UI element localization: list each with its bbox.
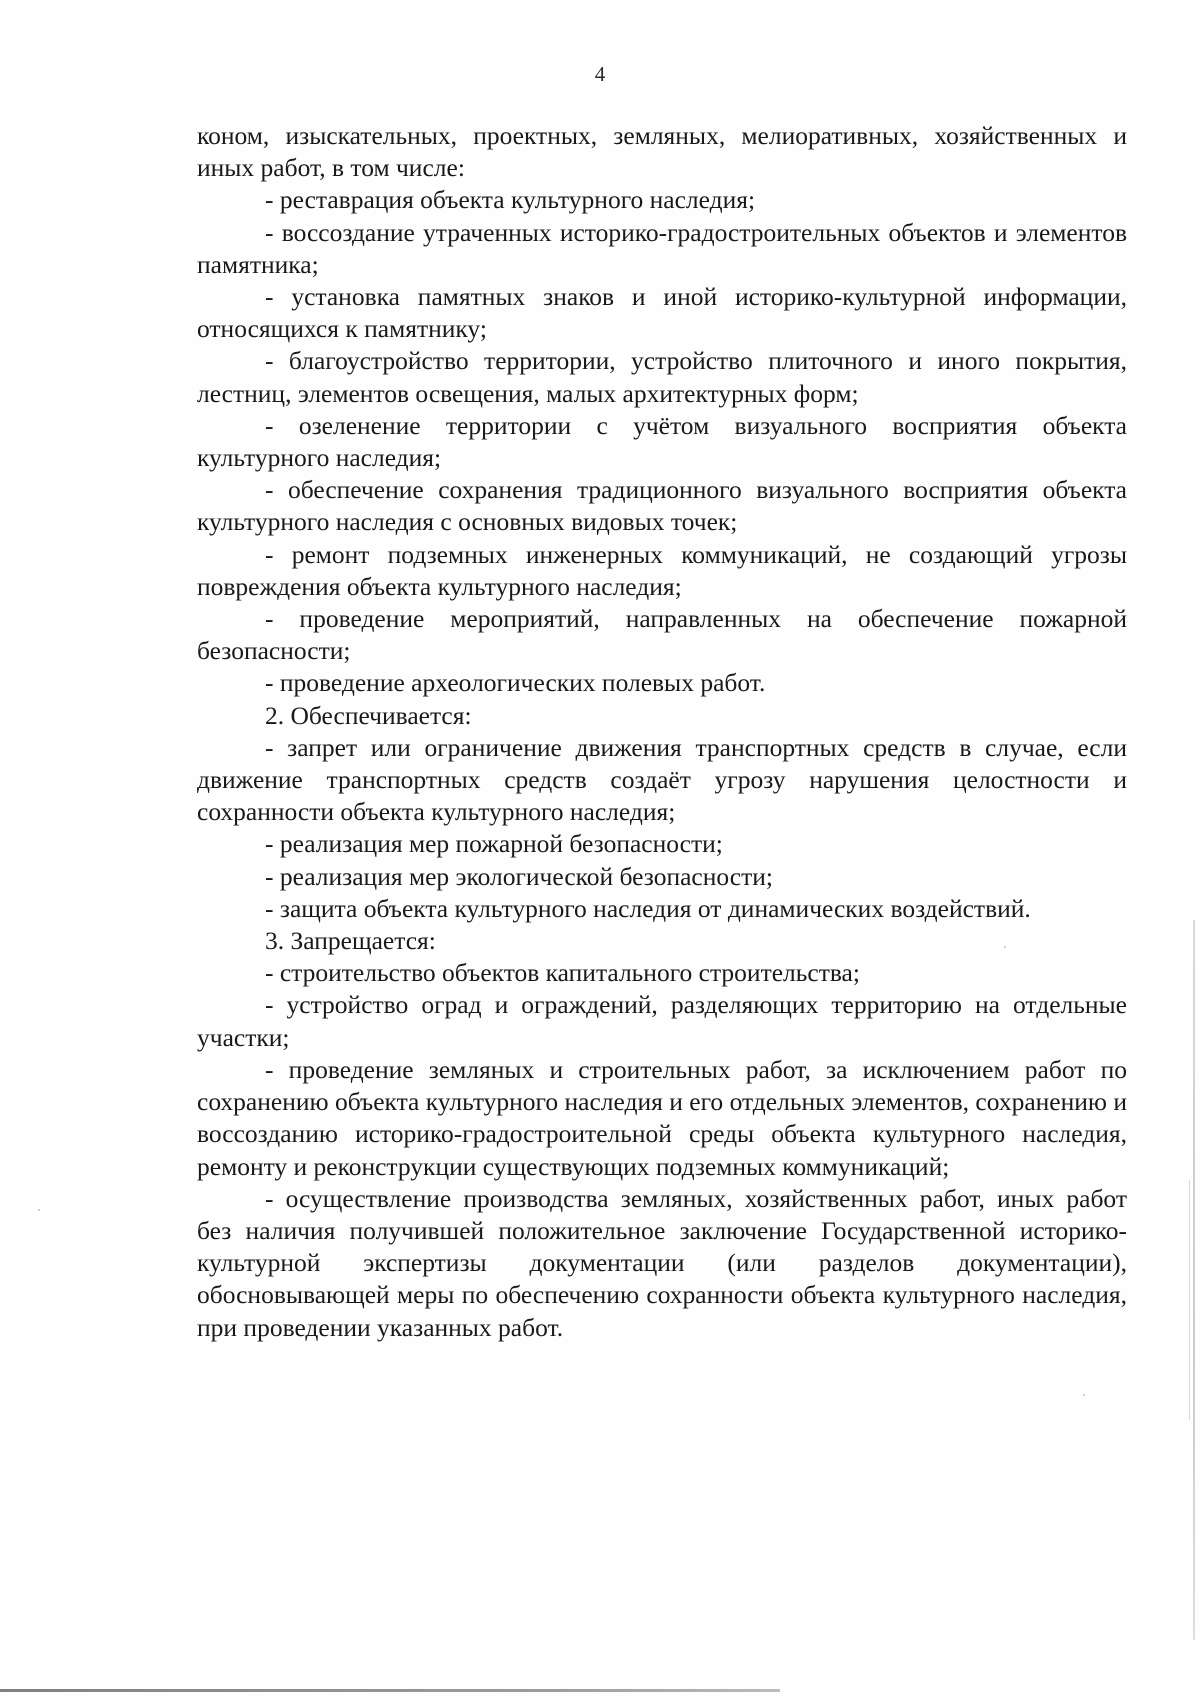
scan-artifact-edge [1193, 920, 1195, 1640]
list-item: - строительство объектов капитального строительства; [265, 958, 860, 988]
list-item: - проведение земляных и строительных работ, за исключением работ по сохранению объекта культурного наследия и его отдельных элементов, сохранению и воссозданию историко-градостроительной среды объекта культурного наследия, ремонту и реконструкции существующих подземных коммуникаций; [197, 1054, 1127, 1181]
paragraph: коном, изыскательных, проектных, земляных, мелиоративных, хозяйственных и иных работ, в том числе: [197, 121, 1127, 183]
scan-speck [1083, 1394, 1085, 1396]
list-item: - проведение археологических полевых работ. [265, 668, 766, 698]
list-item: - установка памятных знаков и иной историко-культурной информации, относящихся к памятнику; [197, 282, 1127, 344]
list-item: - проведение мероприятий, направленных на обеспечение пожарной безопасности; [197, 604, 1127, 666]
list-item: - обеспечение сохранения традиционного визуального восприятия объекта культурного наследия с основных видовых точек; [197, 475, 1127, 537]
scan-artifact-bottom-line [0, 1689, 780, 1692]
scan-artifact-edge [1189, 1180, 1190, 1420]
list-item: - озеленение территории с учётом визуального восприятия объекта культурного наследия; [197, 410, 1127, 473]
scan-speck [1004, 946, 1006, 948]
document-body [197, 120, 1127, 1344]
list-item: - устройство оград и ограждений, разделяющих территорию на отдельные участки; [197, 990, 1127, 1052]
section-heading: 3. Запрещается: [265, 926, 436, 956]
list-item: - защита объекта культурного наследия от динамических воздействий. [265, 893, 1031, 923]
list-item: - реализация мер экологической безопасности; [265, 861, 773, 891]
list-item: - ремонт подземных инженерных коммуникаций, не создающий угрозы повреждения объекта культурного наследия; [197, 539, 1127, 601]
scan-speck [38, 1209, 40, 1211]
list-item: - запрет или ограничение движения транспортных средств в случае, если движение транспортных средств создаёт угрозу нарушения целостности и сохранности объекта культурного наследия; [197, 732, 1127, 827]
list-item: - реставрация объекта культурного наследия; [265, 185, 756, 215]
page-number: 4 [594, 62, 606, 86]
list-item: - осуществление производства земляных, хозяйственных работ, иных работ без наличия получившей положительное заключение Государственной историко-культурной экспертизы документации (или разделов документации), обосновывающей меры по обеспечению сохранности объекта культурного наследия, при проведении указанных работ. [197, 1183, 1127, 1342]
list-item: - благоустройство территории, устройство плиточного и иного покрытия, лестниц, элементов освещения, малых архитектурных форм; [197, 346, 1127, 408]
list-item: - воссоздание утраченных историко-градостроительных объектов и элементов памятника; [197, 217, 1127, 279]
list-item: - реализация мер пожарной безопасности; [265, 829, 723, 859]
section-heading: 2. Обеспечивается: [265, 700, 472, 730]
